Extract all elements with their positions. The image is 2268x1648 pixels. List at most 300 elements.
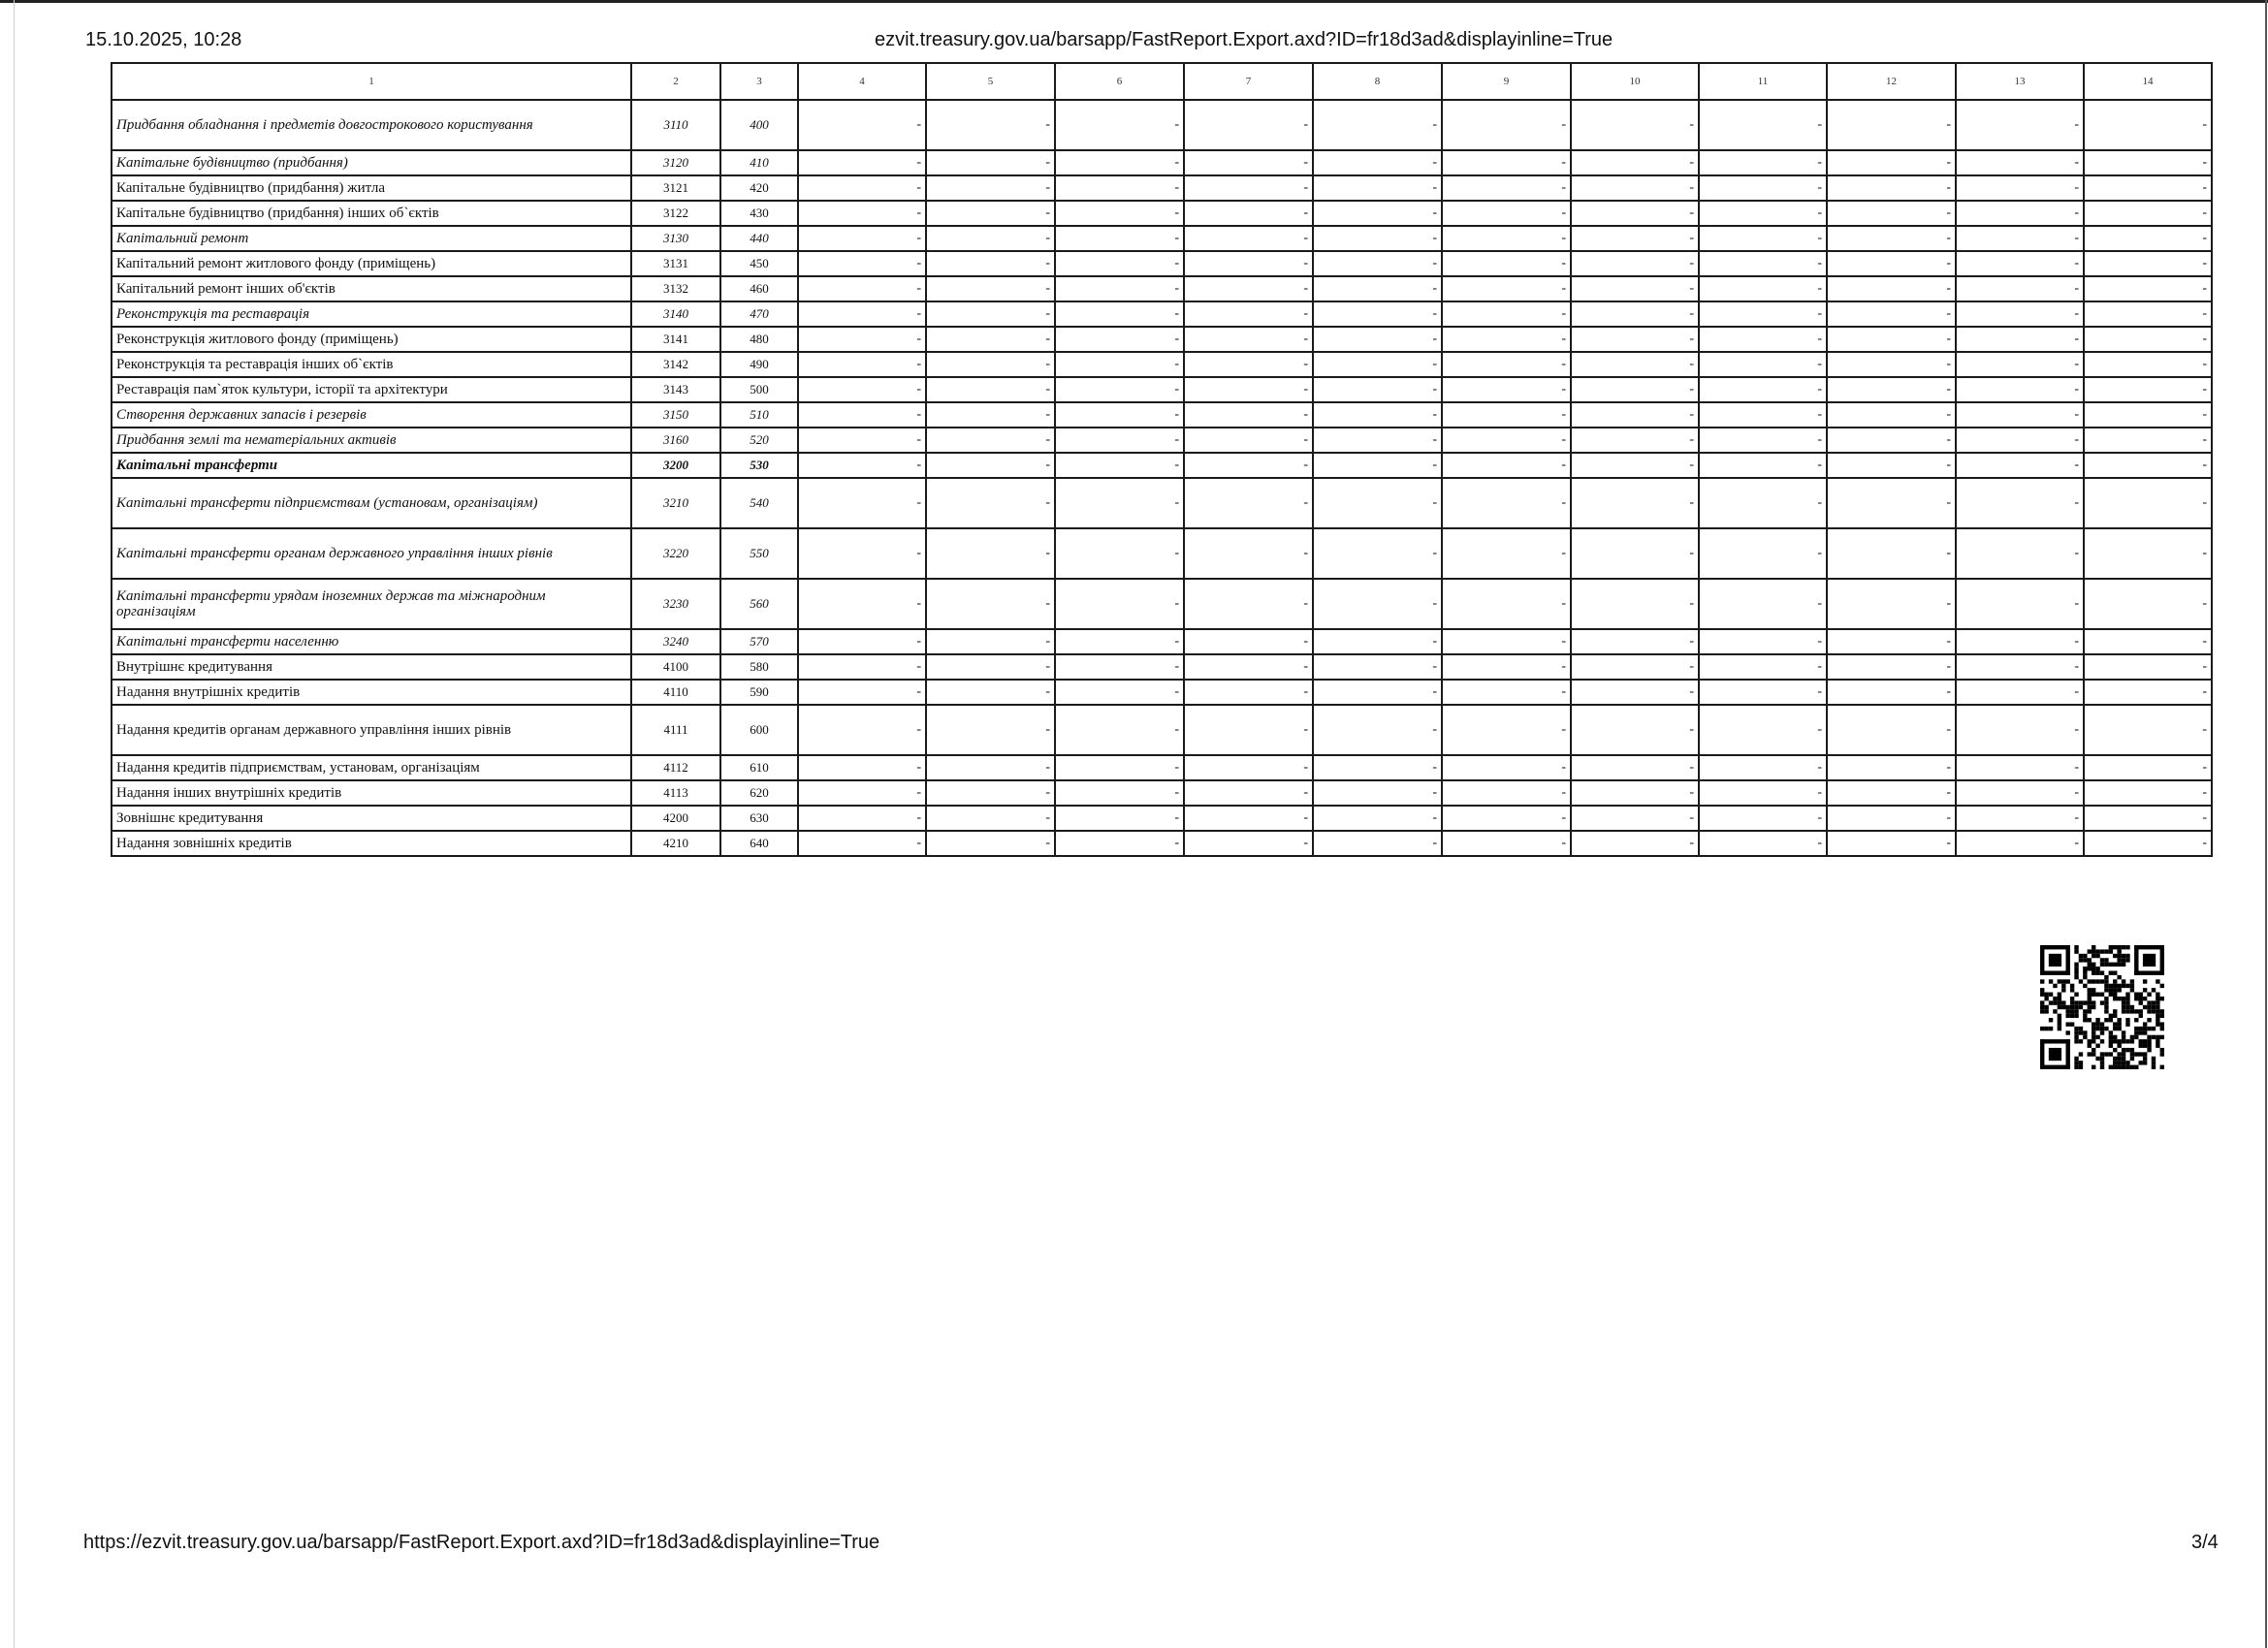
page-number: 3/4 <box>2191 1532 2219 1553</box>
value-cell: - <box>1571 276 1699 301</box>
value-cell: - <box>1055 831 1184 856</box>
page-top-edge <box>0 0 2268 3</box>
row-name: Реконструкція та реставрація інших об`єктів <box>112 352 631 377</box>
value-cell: - <box>1827 755 1956 780</box>
column-header: 12 <box>1827 63 1956 100</box>
value-cell: - <box>1956 201 2084 226</box>
value-cell: - <box>1956 301 2084 327</box>
value-cell: - <box>1184 175 1313 201</box>
value-cell: - <box>1571 780 1699 806</box>
value-cell: - <box>2084 301 2212 327</box>
footer-url: https://ezvit.treasury.gov.ua/barsapp/FastReport.Export.axd?ID=fr18d3ad&displayinline=True <box>83 1532 880 1553</box>
table-row <box>112 453 2212 478</box>
value-cell: - <box>1313 629 1442 654</box>
row-kekv-code: 4200 <box>631 806 720 831</box>
value-cell: - <box>1699 226 1827 251</box>
value-cell: - <box>1313 705 1442 755</box>
value-cell: - <box>1184 654 1313 680</box>
row-kekv-code: 3131 <box>631 251 720 276</box>
value-cell: - <box>2084 453 2212 478</box>
value-cell: - <box>2084 579 2212 629</box>
value-cell: - <box>1442 629 1571 654</box>
row-line-code: 510 <box>720 402 798 428</box>
row-line-code: 420 <box>720 175 798 201</box>
column-header: 7 <box>1184 63 1313 100</box>
value-cell: - <box>1699 705 1827 755</box>
value-cell: - <box>1184 579 1313 629</box>
value-cell: - <box>1571 150 1699 175</box>
row-line-code: 570 <box>720 629 798 654</box>
table-row <box>112 680 2212 705</box>
value-cell: - <box>1313 276 1442 301</box>
value-cell: - <box>1827 705 1956 755</box>
value-cell: - <box>1055 755 1184 780</box>
row-line-code: 590 <box>720 680 798 705</box>
value-cell: - <box>1184 629 1313 654</box>
row-kekv-code: 3130 <box>631 226 720 251</box>
value-cell: - <box>2084 251 2212 276</box>
row-kekv-code: 3143 <box>631 377 720 402</box>
value-cell: - <box>1571 680 1699 705</box>
value-cell: - <box>1571 755 1699 780</box>
value-cell: - <box>1699 831 1827 856</box>
value-cell: - <box>2084 226 2212 251</box>
row-kekv-code: 4112 <box>631 755 720 780</box>
value-cell: - <box>1956 377 2084 402</box>
value-cell: - <box>1184 705 1313 755</box>
value-cell: - <box>1055 453 1184 478</box>
value-cell: - <box>1827 629 1956 654</box>
value-cell: - <box>926 528 1055 579</box>
column-header: 9 <box>1442 63 1571 100</box>
value-cell: - <box>926 301 1055 327</box>
value-cell: - <box>798 428 926 453</box>
row-line-code: 490 <box>720 352 798 377</box>
value-cell: - <box>1313 100 1442 150</box>
row-line-code: 530 <box>720 453 798 478</box>
value-cell: - <box>1313 680 1442 705</box>
table-row <box>112 327 2212 352</box>
value-cell: - <box>1571 226 1699 251</box>
value-cell: - <box>1571 654 1699 680</box>
value-cell: - <box>1313 780 1442 806</box>
row-name: Капітальні трансферти <box>112 453 631 478</box>
row-name: Внутрішнє кредитування <box>112 654 631 680</box>
row-name: Капітальні трансферти населенню <box>112 629 631 654</box>
value-cell: - <box>1055 276 1184 301</box>
value-cell: - <box>1956 806 2084 831</box>
value-cell: - <box>926 579 1055 629</box>
row-name: Капітальні трансферти урядам іноземних держав та міжнародним організаціям <box>112 579 631 629</box>
value-cell: - <box>1956 478 2084 528</box>
value-cell: - <box>1956 453 2084 478</box>
value-cell: - <box>1442 579 1571 629</box>
value-cell: - <box>1571 402 1699 428</box>
value-cell: - <box>1699 100 1827 150</box>
column-header: 14 <box>2084 63 2212 100</box>
value-cell: - <box>1184 831 1313 856</box>
value-cell: - <box>1055 478 1184 528</box>
column-header: 11 <box>1699 63 1827 100</box>
row-kekv-code: 3121 <box>631 175 720 201</box>
row-name: Капітальний ремонт інших об'єктів <box>112 276 631 301</box>
value-cell: - <box>1956 654 2084 680</box>
value-cell: - <box>1956 831 2084 856</box>
value-cell: - <box>1442 528 1571 579</box>
value-cell: - <box>798 150 926 175</box>
value-cell: - <box>2084 629 2212 654</box>
value-cell: - <box>1571 528 1699 579</box>
value-cell: - <box>1699 806 1827 831</box>
value-cell: - <box>1184 755 1313 780</box>
value-cell: - <box>1313 478 1442 528</box>
value-cell: - <box>1442 100 1571 150</box>
value-cell: - <box>1827 251 1956 276</box>
value-cell: - <box>1442 352 1571 377</box>
value-cell: - <box>926 654 1055 680</box>
value-cell: - <box>1442 327 1571 352</box>
value-cell: - <box>1055 629 1184 654</box>
value-cell: - <box>1442 478 1571 528</box>
value-cell: - <box>2084 377 2212 402</box>
value-cell: - <box>1313 251 1442 276</box>
row-name: Капітальний ремонт <box>112 226 631 251</box>
value-cell: - <box>1442 453 1571 478</box>
value-cell: - <box>1699 251 1827 276</box>
row-kekv-code: 3140 <box>631 301 720 327</box>
value-cell: - <box>1956 528 2084 579</box>
row-line-code: 640 <box>720 831 798 856</box>
value-cell: - <box>798 352 926 377</box>
value-cell: - <box>1055 327 1184 352</box>
value-cell: - <box>1442 276 1571 301</box>
value-cell: - <box>1571 251 1699 276</box>
value-cell: - <box>1313 428 1442 453</box>
value-cell: - <box>1184 478 1313 528</box>
table-row <box>112 478 2212 528</box>
value-cell: - <box>1055 806 1184 831</box>
value-cell: - <box>1184 402 1313 428</box>
table-body <box>112 100 2212 856</box>
table-row <box>112 755 2212 780</box>
value-cell: - <box>1827 478 1956 528</box>
row-name: Надання кредитів підприємствам, установам, організаціям <box>112 755 631 780</box>
value-cell: - <box>1442 402 1571 428</box>
value-cell: - <box>1313 579 1442 629</box>
value-cell: - <box>1055 654 1184 680</box>
table-row <box>112 100 2212 150</box>
value-cell: - <box>1184 301 1313 327</box>
value-cell: - <box>1571 806 1699 831</box>
page-right-edge <box>2265 0 2267 1648</box>
report-table-container <box>111 62 2211 857</box>
value-cell: - <box>1827 428 1956 453</box>
value-cell: - <box>1184 327 1313 352</box>
value-cell: - <box>1184 251 1313 276</box>
value-cell: - <box>2084 201 2212 226</box>
table-row <box>112 251 2212 276</box>
value-cell: - <box>1571 579 1699 629</box>
value-cell: - <box>2084 428 2212 453</box>
value-cell: - <box>1699 780 1827 806</box>
value-cell: - <box>1313 755 1442 780</box>
value-cell: - <box>798 226 926 251</box>
value-cell: - <box>2084 175 2212 201</box>
table-row <box>112 150 2212 175</box>
value-cell: - <box>1055 175 1184 201</box>
value-cell: - <box>2084 654 2212 680</box>
column-header: 5 <box>926 63 1055 100</box>
value-cell: - <box>1699 377 1827 402</box>
value-cell: - <box>1956 276 2084 301</box>
row-kekv-code: 3122 <box>631 201 720 226</box>
table-row <box>112 201 2212 226</box>
row-name: Створення державних запасів і резервів <box>112 402 631 428</box>
value-cell: - <box>1699 201 1827 226</box>
row-name: Реставрація пам`яток культури, історії та архітектури <box>112 377 631 402</box>
value-cell: - <box>1827 402 1956 428</box>
value-cell: - <box>1827 301 1956 327</box>
value-cell: - <box>1956 755 2084 780</box>
value-cell: - <box>1055 301 1184 327</box>
value-cell: - <box>2084 100 2212 150</box>
value-cell: - <box>926 201 1055 226</box>
value-cell: - <box>1699 402 1827 428</box>
row-line-code: 550 <box>720 528 798 579</box>
value-cell: - <box>1184 528 1313 579</box>
value-cell: - <box>1442 175 1571 201</box>
table-row <box>112 705 2212 755</box>
value-cell: - <box>798 327 926 352</box>
value-cell: - <box>2084 352 2212 377</box>
value-cell: - <box>1571 175 1699 201</box>
row-kekv-code: 3220 <box>631 528 720 579</box>
column-header: 3 <box>720 63 798 100</box>
value-cell: - <box>1442 654 1571 680</box>
value-cell: - <box>926 755 1055 780</box>
value-cell: - <box>926 453 1055 478</box>
value-cell: - <box>1827 226 1956 251</box>
value-cell: - <box>1442 150 1571 175</box>
value-cell: - <box>1184 352 1313 377</box>
value-cell: - <box>1442 831 1571 856</box>
value-cell: - <box>1956 251 2084 276</box>
row-name: Надання внутрішніх кредитів <box>112 680 631 705</box>
row-kekv-code: 4210 <box>631 831 720 856</box>
table-row <box>112 780 2212 806</box>
row-name: Реконструкція та реставрація <box>112 301 631 327</box>
value-cell: - <box>1827 377 1956 402</box>
value-cell: - <box>1571 428 1699 453</box>
value-cell: - <box>1184 806 1313 831</box>
row-line-code: 560 <box>720 579 798 629</box>
value-cell: - <box>1442 705 1571 755</box>
value-cell: - <box>1699 453 1827 478</box>
value-cell: - <box>1699 276 1827 301</box>
row-name: Реконструкція житлового фонду (приміщень) <box>112 327 631 352</box>
value-cell: - <box>1313 150 1442 175</box>
row-name: Капітальний ремонт житлового фонду (приміщень) <box>112 251 631 276</box>
value-cell: - <box>1827 579 1956 629</box>
value-cell: - <box>1313 327 1442 352</box>
value-cell: - <box>2084 478 2212 528</box>
value-cell: - <box>1571 377 1699 402</box>
row-name: Надання кредитів органам державного управління інших рівнів <box>112 705 631 755</box>
value-cell: - <box>926 352 1055 377</box>
row-line-code: 470 <box>720 301 798 327</box>
value-cell: - <box>1055 201 1184 226</box>
value-cell: - <box>926 175 1055 201</box>
value-cell: - <box>2084 402 2212 428</box>
table-row <box>112 579 2212 629</box>
row-kekv-code: 3132 <box>631 276 720 301</box>
value-cell: - <box>1571 629 1699 654</box>
value-cell: - <box>1827 175 1956 201</box>
value-cell: - <box>1442 226 1571 251</box>
value-cell: - <box>1184 680 1313 705</box>
column-header: 13 <box>1956 63 2084 100</box>
header-url: ezvit.treasury.gov.ua/barsapp/FastReport.Export.axd?ID=fr18d3ad&displayinline=True <box>875 29 1613 50</box>
value-cell: - <box>2084 327 2212 352</box>
value-cell: - <box>2084 831 2212 856</box>
value-cell: - <box>1827 327 1956 352</box>
row-line-code: 630 <box>720 806 798 831</box>
row-kekv-code: 3110 <box>631 100 720 150</box>
value-cell: - <box>798 377 926 402</box>
row-line-code: 480 <box>720 327 798 352</box>
value-cell: - <box>2084 705 2212 755</box>
value-cell: - <box>798 201 926 226</box>
value-cell: - <box>1956 226 2084 251</box>
row-line-code: 410 <box>720 150 798 175</box>
value-cell: - <box>926 680 1055 705</box>
value-cell: - <box>1699 175 1827 201</box>
value-cell: - <box>1313 528 1442 579</box>
value-cell: - <box>1313 377 1442 402</box>
value-cell: - <box>1442 201 1571 226</box>
row-name: Надання інших внутрішніх кредитів <box>112 780 631 806</box>
value-cell: - <box>926 276 1055 301</box>
row-kekv-code: 3160 <box>631 428 720 453</box>
table-row <box>112 654 2212 680</box>
row-name: Капітальні трансферти органам державного управління інших рівнів <box>112 528 631 579</box>
column-header: 6 <box>1055 63 1184 100</box>
value-cell: - <box>1571 453 1699 478</box>
table-row <box>112 352 2212 377</box>
row-kekv-code: 4100 <box>631 654 720 680</box>
value-cell: - <box>1699 150 1827 175</box>
value-cell: - <box>798 629 926 654</box>
value-cell: - <box>1184 780 1313 806</box>
row-line-code: 430 <box>720 201 798 226</box>
table-row <box>112 276 2212 301</box>
value-cell: - <box>1313 402 1442 428</box>
value-cell: - <box>1827 654 1956 680</box>
value-cell: - <box>1055 428 1184 453</box>
value-cell: - <box>926 629 1055 654</box>
value-cell: - <box>798 251 926 276</box>
value-cell: - <box>1699 755 1827 780</box>
value-cell: - <box>798 175 926 201</box>
row-line-code: 460 <box>720 276 798 301</box>
value-cell: - <box>1699 352 1827 377</box>
table-row <box>112 528 2212 579</box>
value-cell: - <box>1055 780 1184 806</box>
value-cell: - <box>926 100 1055 150</box>
row-kekv-code: 3210 <box>631 478 720 528</box>
row-line-code: 580 <box>720 654 798 680</box>
value-cell: - <box>1313 226 1442 251</box>
value-cell: - <box>1055 680 1184 705</box>
column-header: 8 <box>1313 63 1442 100</box>
value-cell: - <box>798 402 926 428</box>
value-cell: - <box>1313 453 1442 478</box>
value-cell: - <box>1827 780 1956 806</box>
row-name: Надання зовнішніх кредитів <box>112 831 631 856</box>
row-kekv-code: 3240 <box>631 629 720 654</box>
table-row <box>112 629 2212 654</box>
value-cell: - <box>798 705 926 755</box>
value-cell: - <box>798 755 926 780</box>
row-line-code: 540 <box>720 478 798 528</box>
value-cell: - <box>1055 402 1184 428</box>
value-cell: - <box>1055 352 1184 377</box>
value-cell: - <box>1184 150 1313 175</box>
value-cell: - <box>2084 780 2212 806</box>
value-cell: - <box>798 680 926 705</box>
value-cell: - <box>1571 327 1699 352</box>
column-header: 1 <box>112 63 631 100</box>
value-cell: - <box>1184 276 1313 301</box>
value-cell: - <box>926 327 1055 352</box>
row-name: Придбання землі та нематеріальних активів <box>112 428 631 453</box>
value-cell: - <box>1442 428 1571 453</box>
value-cell: - <box>798 276 926 301</box>
value-cell: - <box>1184 226 1313 251</box>
table-row <box>112 301 2212 327</box>
value-cell: - <box>798 478 926 528</box>
value-cell: - <box>1699 654 1827 680</box>
value-cell: - <box>1313 352 1442 377</box>
value-cell: - <box>1313 806 1442 831</box>
value-cell: - <box>1571 301 1699 327</box>
value-cell: - <box>798 100 926 150</box>
value-cell: - <box>1184 377 1313 402</box>
value-cell: - <box>1055 705 1184 755</box>
value-cell: - <box>2084 150 2212 175</box>
value-cell: - <box>2084 276 2212 301</box>
value-cell: - <box>1956 175 2084 201</box>
value-cell: - <box>1442 755 1571 780</box>
value-cell: - <box>1313 654 1442 680</box>
value-cell: - <box>1571 201 1699 226</box>
value-cell: - <box>1827 680 1956 705</box>
value-cell: - <box>1184 100 1313 150</box>
table-row <box>112 175 2212 201</box>
value-cell: - <box>1827 831 1956 856</box>
table-row <box>112 806 2212 831</box>
row-line-code: 440 <box>720 226 798 251</box>
value-cell: - <box>1827 201 1956 226</box>
value-cell: - <box>1571 831 1699 856</box>
value-cell: - <box>926 780 1055 806</box>
value-cell: - <box>1956 327 2084 352</box>
value-cell: - <box>1827 806 1956 831</box>
value-cell: - <box>798 301 926 327</box>
value-cell: - <box>926 705 1055 755</box>
value-cell: - <box>1699 327 1827 352</box>
value-cell: - <box>1956 428 2084 453</box>
